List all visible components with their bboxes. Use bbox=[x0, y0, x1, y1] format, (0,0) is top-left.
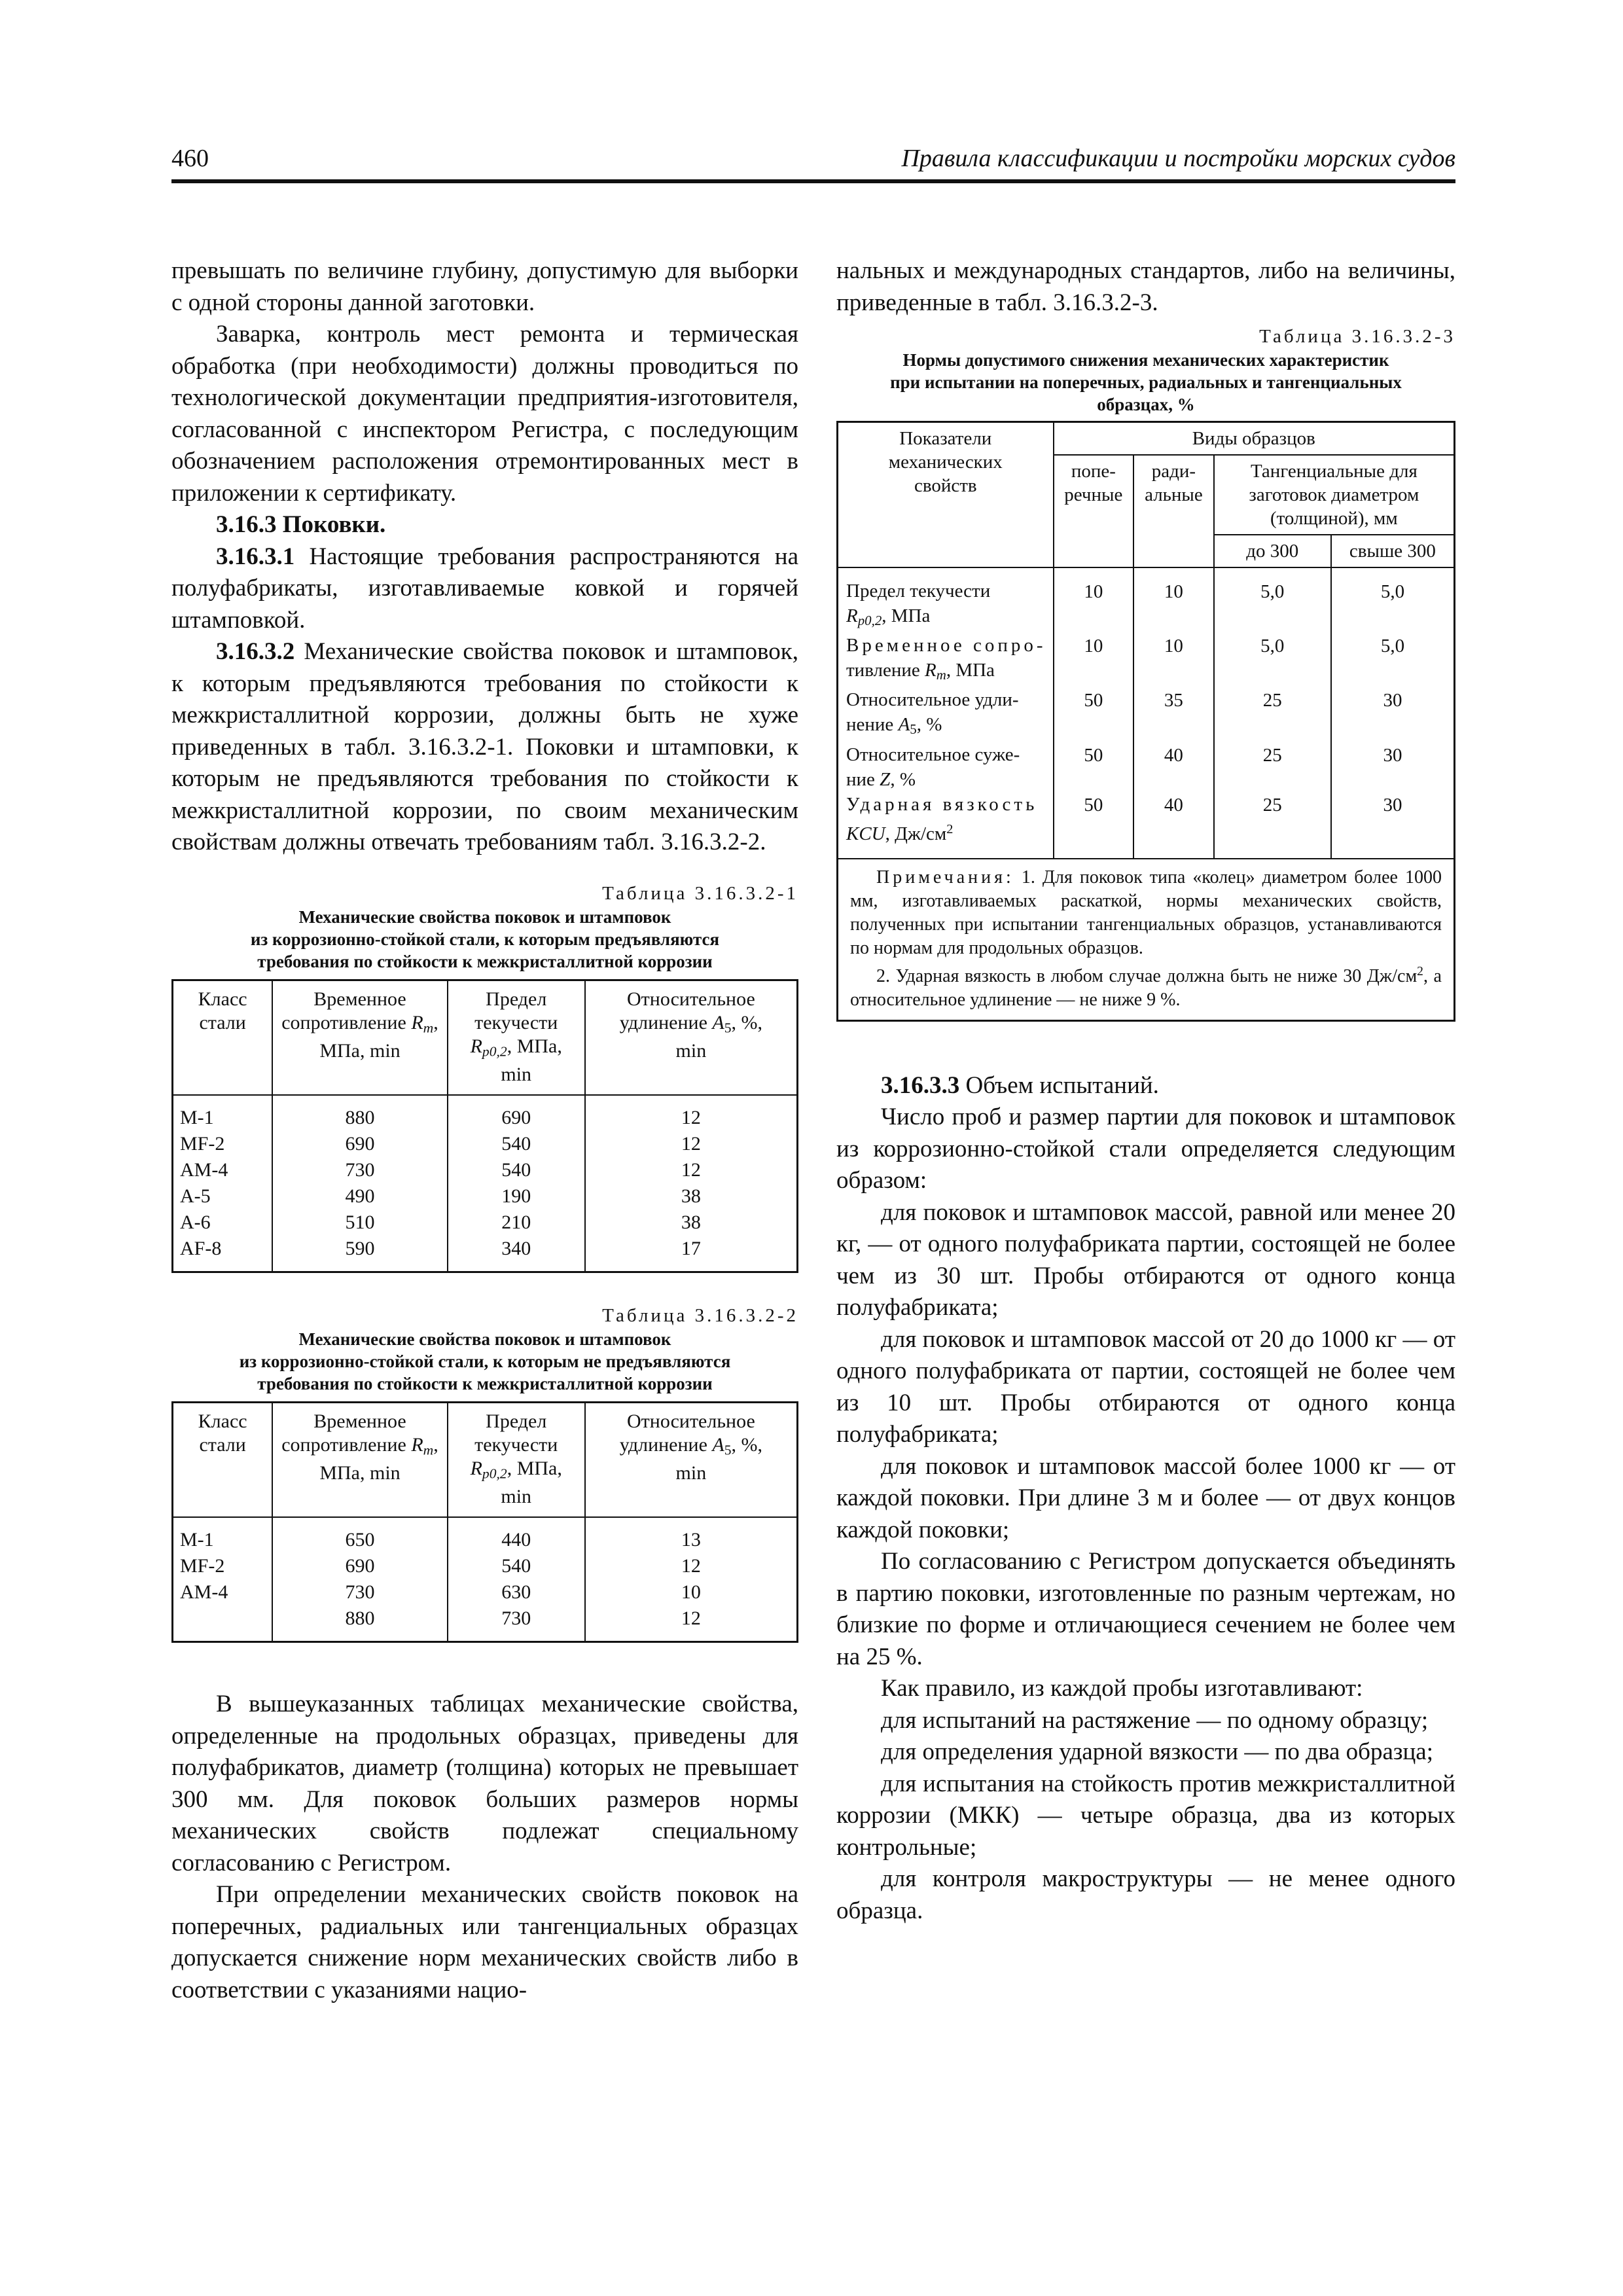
page-number: 460 bbox=[171, 145, 209, 172]
col-header-tensile-strength: Временное сопротивление $R_m$, МПа, min bbox=[272, 1402, 447, 1517]
caption-line: при испытании на поперечных, радиальных и тангенциальных bbox=[890, 372, 1402, 392]
paragraph: для поковок и штамповок массой от 20 до 1000 кг — от одного полуфабриката от партии, состоящей не более чем из 10 шт. Пробы отбираются от одного конца полуфабриката; bbox=[836, 1325, 1455, 1448]
paragraph: нальных и международных стандартов, либо на величины, приведенные в табл. 3.16.3.2-3. bbox=[836, 257, 1455, 316]
caption-line: Механические свойства поковок и штамповок bbox=[298, 1329, 671, 1349]
table-caption bbox=[836, 349, 1455, 416]
section-heading-3-16-3: 3.16.3 Поковки. bbox=[216, 511, 386, 538]
section-heading-3-16-3-3: 3.16.3.3 Объем испытаний. bbox=[881, 1071, 1159, 1099]
table-row: MF-2 690 540 12 bbox=[173, 1131, 798, 1157]
col-header-elongation: Относительное удлинение $A_5$, %, min bbox=[585, 980, 798, 1095]
col-header-tensile-strength: Временное сопротивление $R_m$, МПа, min bbox=[272, 980, 447, 1095]
table-row: Временное сопро- тивление $R_m$, МПа 10 10 5,0 5,0 bbox=[838, 633, 1455, 687]
caption-line: из коррозионно-стойкой стали, к которым предъявляются bbox=[250, 929, 720, 949]
mechanical-properties-table-2 bbox=[171, 1401, 798, 1643]
paragraph-3-16-3-2 bbox=[171, 636, 798, 859]
col-header-upto-300: до 300 bbox=[1214, 535, 1331, 567]
table-row: Ударная вязкость KCU, $Дж/см^2$ 50 40 25 30 bbox=[838, 792, 1455, 859]
note-2: 2. Ударная вязкость в любом случае должна быть не ниже 30 $Дж/см^2$, а относительное удлинение — не ниже 9 %. bbox=[850, 964, 1442, 1010]
table-row: Относительное суже- ние Z, % 50 40 25 30 bbox=[838, 742, 1455, 792]
paragraph: для поковок и штамповок массой более 1000 кг — от каждой поковки. При длине 3 м и более — от двух концов каждой поковки; bbox=[836, 1452, 1455, 1543]
table-row: A-5 490 190 38 bbox=[173, 1183, 798, 1210]
paragraph: Как правило, из каждой пробы изготавливают: bbox=[881, 1675, 1363, 1702]
table-row: AM-4 730 540 12 bbox=[173, 1157, 798, 1183]
caption-line: требования по стойкости к межкристаллитной коррозии bbox=[257, 951, 713, 971]
clause-number: 3.16.3.2 bbox=[216, 638, 295, 665]
paragraph: По согласованию с Регистром допускается объединять в партию поковки, изготовленные по разным чертежам, но близкие по форме и отличающиеся сечением не более чем на 25 %. bbox=[836, 1548, 1455, 1670]
clause-number: 3.16.3.1 bbox=[216, 543, 295, 570]
paragraph: для испытаний на растяжение — по одному образцу; bbox=[881, 1706, 1429, 1734]
caption-line: требования по стойкости к межкристаллитной коррозии bbox=[257, 1373, 713, 1393]
table-label: Таблица 3.16.3.2-2 bbox=[602, 1304, 798, 1326]
table-3-16-3-2-1 bbox=[171, 881, 798, 1273]
mechanical-properties-table-1 bbox=[171, 979, 798, 1273]
table-3-16-3-2-3 bbox=[836, 324, 1455, 1022]
table-notes bbox=[838, 859, 1455, 1020]
table-caption bbox=[171, 906, 798, 973]
col-header-over-300: свыше 300 bbox=[1331, 535, 1455, 567]
paragraph: Число проб и размер партии для поковок и штамповок из коррозионно-стойкой стали определяется следующим образом: bbox=[836, 1103, 1455, 1194]
table-row: MF-2 690 540 12 bbox=[173, 1553, 798, 1579]
paragraph: превышать по величине глубину, допустимую для выборки с одной стороны данной заготовки. bbox=[171, 257, 798, 316]
clause-text: Механические свойства поковок и штамповок, к которым предъявляются требования по стойкости к межкристаллитной коррозии, должны быть не хуже приведенных в табл. 3.16.3.2-1. Поковки и штамповки, к которым не предъявляются требования по стойкости к межкристаллитной коррозии, по своим механическим свойствам должны отвечать требованиям табл. 3.16.3.2-2. bbox=[171, 638, 799, 855]
table-row: M-1 650 440 13 bbox=[173, 1517, 798, 1553]
col-header-tangential: Тангенциальные для заготовок диаметром (толщиной), мм bbox=[1214, 455, 1455, 535]
table-row: M-1 880 690 12 bbox=[173, 1095, 798, 1131]
table-label: Таблица 3.16.3.2-1 bbox=[602, 882, 798, 904]
left-column bbox=[171, 255, 798, 2006]
col-header-indicators: Показатели механических свойств bbox=[838, 422, 1054, 568]
table-row: AM-4 730 630 10 bbox=[173, 1579, 798, 1605]
right-column bbox=[836, 255, 1455, 1927]
col-header-radial: ради- альные bbox=[1133, 455, 1214, 567]
note-1: 1. Для поковок типа «колец» диаметром более 1000 мм, изготавливаемых раскаткой, нормы механических свойств, полученных при испытании тангенциальных образцов, устанавливаются по нормам для продольных образцов. bbox=[850, 867, 1442, 958]
reduction-norms-table bbox=[836, 421, 1455, 1022]
running-title: Правила классификации и постройки морских судов bbox=[901, 145, 1455, 172]
paragraph: При определении механических свойств поковок на поперечных, радиальных или тангенциальных образцах допускается снижение норм механических свойств либо в соответствии с указаниями нацио- bbox=[171, 1881, 798, 2003]
col-header-transverse: попе- речные bbox=[1054, 455, 1134, 567]
table-row: Предел текучести $R_{p0,2}$, МПа 10 10 5,0 5,0 bbox=[838, 567, 1455, 633]
paragraph: В вышеуказанных таблицах механические свойства, определенные на продольных образцах, приведены для полуфабрикатов, диаметр (толщина) которых не превышает 300 мм. Для поковок больших размеров нормы механических свойств подлежат специальному согласованию с Регистром. bbox=[171, 1691, 798, 1876]
paragraph: для поковок и штамповок массой, равной или менее 20 кг, — от одного полуфабриката партии, состоящей не более чем из 30 шт. Пробы отбираются от одного конца полуфабриката; bbox=[836, 1198, 1455, 1321]
caption-line: из коррозионно-стойкой стали, к которым не предъявляются bbox=[239, 1351, 731, 1371]
table-row: A-6 510 210 38 bbox=[173, 1210, 798, 1236]
notes-label: Примечания: bbox=[876, 867, 1014, 888]
clause-text: Настоящие требования распространяются на полуфабрикаты, изготавливаемые ковкой и горячей штамповкой. bbox=[171, 543, 798, 634]
col-header-yield-strength: Предел текучести $R_{p0,2}$, МПа, min bbox=[448, 1402, 585, 1517]
col-header-yield-strength: Предел текучести $R_{p0,2}$, МПа, min bbox=[448, 980, 585, 1095]
caption-line: образцах, % bbox=[1097, 395, 1195, 414]
table-label: Таблица 3.16.3.2-3 bbox=[1259, 326, 1455, 347]
paragraph-3-16-3-1 bbox=[171, 541, 798, 637]
caption-line: Механические свойства поковок и штамповок bbox=[298, 906, 671, 927]
table-caption bbox=[171, 1328, 798, 1395]
paragraph: для испытания на стойкость против межкристаллитной коррозии (МКК) — четыре образца, два из которых контрольные; bbox=[836, 1770, 1455, 1861]
table-row: Относительное удли- нение $A_5$, % 50 35 25 30 bbox=[838, 687, 1455, 742]
paragraph: для определения ударной вязкости — по два образца; bbox=[881, 1738, 1433, 1766]
col-header-specimen-types: Виды образцов bbox=[1054, 422, 1455, 456]
paragraph: Заварка, контроль мест ремонта и термическая обработка (при необходимости) должны проводиться по технологической документации предприятия-изготовителя, согласованной с инспектором Регистра, с последующим обозначением расположения отремонтированных мест в приложении к сертификату. bbox=[171, 321, 798, 507]
table-row: 880 730 12 bbox=[173, 1605, 798, 1642]
col-header-steel-class: Класс стали bbox=[173, 980, 273, 1095]
table-row: AF-8 590 340 17 bbox=[173, 1236, 798, 1272]
col-header-elongation: Относительное удлинение $A_5$, %, min bbox=[585, 1402, 798, 1517]
col-header-steel-class: Класс стали bbox=[173, 1402, 273, 1517]
page-header bbox=[171, 139, 1455, 183]
paragraph: для контроля макроструктуры — не менее одного образца. bbox=[836, 1865, 1455, 1924]
table-3-16-3-2-2 bbox=[171, 1303, 798, 1643]
caption-line: Нормы допустимого снижения механических характеристик bbox=[902, 350, 1389, 370]
